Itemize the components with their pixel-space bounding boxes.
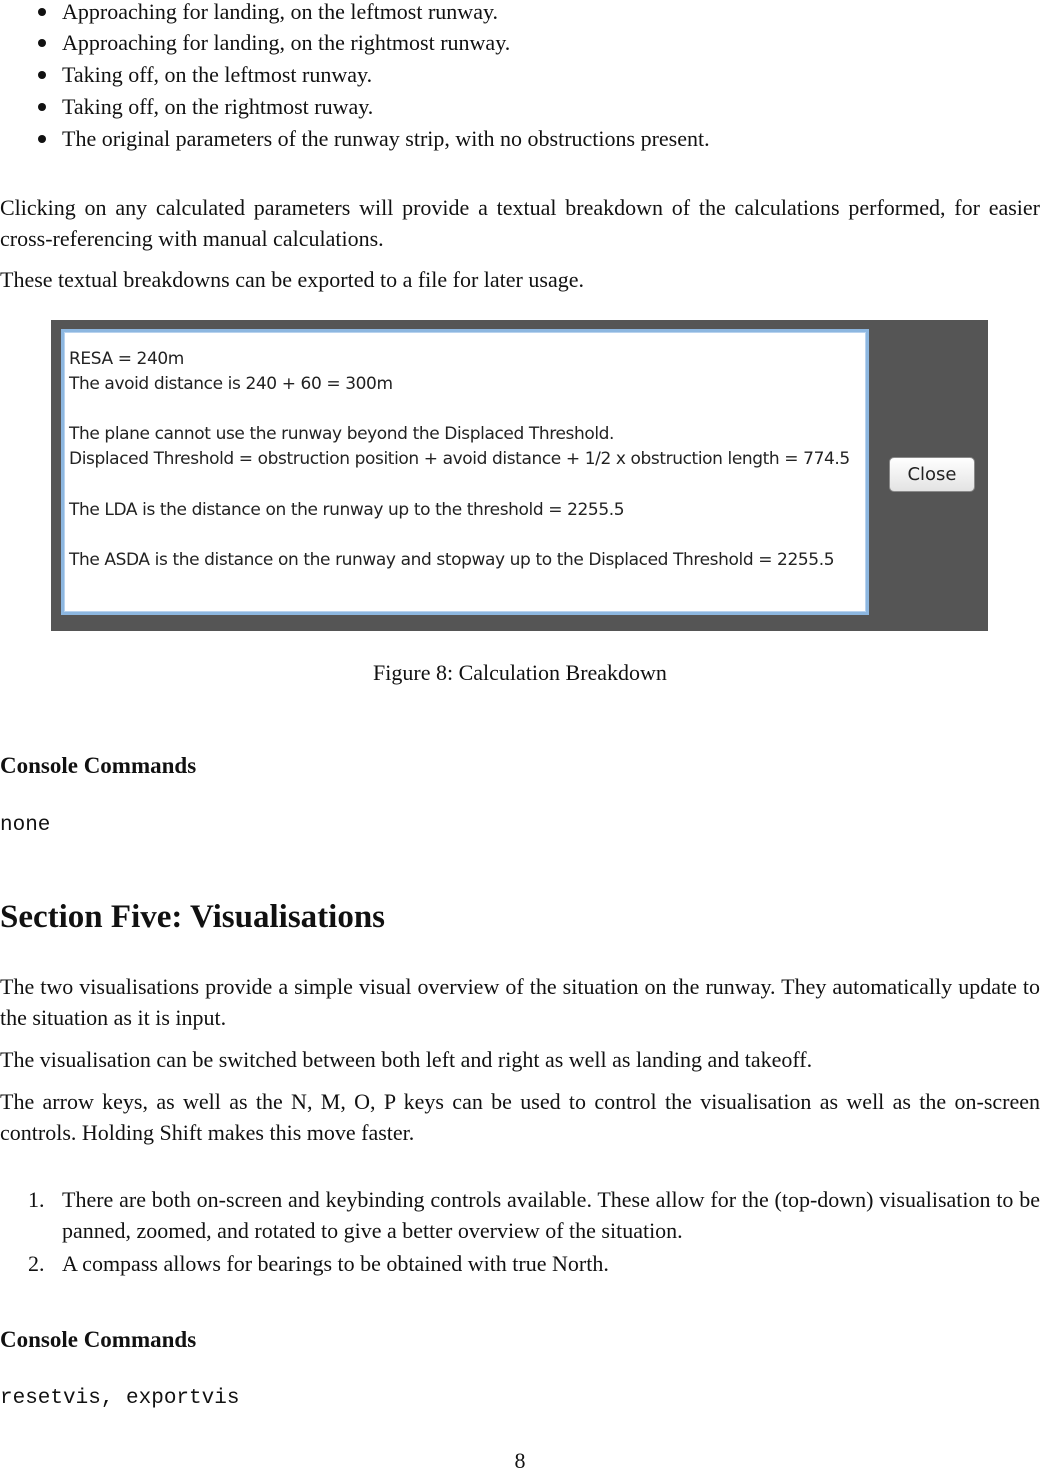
breakdown-line: The plane cannot use the runway beyond the Displaced Threshold.: [69, 424, 615, 444]
section-paragraph: The two visualisations provide a simple visual overview of the situation on the runway. They automatically update to the situation as it is input.: [0, 974, 1040, 1030]
list-item-text: A compass allows for bearings to be obtained with true North.: [62, 1251, 609, 1276]
list-number: 2.: [28, 1251, 45, 1276]
list-item-text: The original parameters of the runway strip, with no obstructions present.: [62, 126, 710, 151]
figure-caption: Figure 8: Calculation Breakdown: [373, 660, 667, 685]
breakdown-line: Displaced Threshold = obstruction position + avoid distance + 1/2 x obstruction length = 774.5: [69, 449, 850, 469]
breakdown-line: The LDA is the distance on the runway up to the threshold = 2255.5: [69, 500, 625, 520]
breakdown-line: RESA = 240m: [69, 349, 184, 369]
list-number: 1.: [28, 1187, 45, 1212]
paragraph-export: These textual breakdowns can be exported to a file for later usage.: [0, 267, 584, 292]
breakdown-line: The ASDA is the distance on the runway and stopway up to the Displaced Threshold = 2255.5: [69, 550, 835, 570]
bullet-icon: [38, 71, 46, 79]
list-item-text: Taking off, on the leftmost runway.: [62, 62, 373, 87]
list-item-text: There are both on-screen and keybinding controls available. These allow for the (top-down) visualisation to be panned, zoomed, and rotated to give a better overview of the situation.: [62, 1187, 1040, 1243]
list-item-text: Approaching for landing, on the rightmost runway.: [62, 30, 511, 55]
page-number: 8: [514, 1448, 526, 1473]
bullet-icon: [38, 8, 46, 16]
console-commands-list: none: [0, 814, 51, 837]
list-item-text: Approaching for landing, on the leftmost runway.: [62, 0, 499, 24]
console-commands-heading: Console Commands: [0, 753, 197, 778]
paragraph-clicking: Clicking on any calculated parameters will provide a textual breakdown of the calculations performed, for easier cross-referencing with manual calculations.: [0, 195, 1040, 251]
breakdown-line: The avoid distance is 240 + 60 = 300m: [69, 374, 393, 394]
bullet-icon: [38, 39, 46, 47]
console-commands-list: resetvis, exportvis: [0, 1387, 240, 1410]
close-button[interactable]: Close: [889, 457, 975, 492]
section-paragraph: The visualisation can be switched between both left and right as well as landing and takeoff.: [0, 1047, 813, 1072]
section-paragraph: The arrow keys, as well as the N, M, O, P keys can be used to control the visualisation as well as the on-screen controls. Holding Shift makes this move faster.: [0, 1089, 1040, 1145]
list-item-text: Taking off, on the rightmost ruway.: [62, 94, 374, 119]
section-title: Section Five: Visualisations: [0, 899, 386, 935]
calculation-breakdown-screenshot: [51, 320, 988, 631]
breakdown-text-area[interactable]: [61, 329, 869, 615]
bullet-icon: [38, 135, 46, 143]
console-commands-heading: Console Commands: [0, 1327, 197, 1352]
bullet-icon: [38, 103, 46, 111]
